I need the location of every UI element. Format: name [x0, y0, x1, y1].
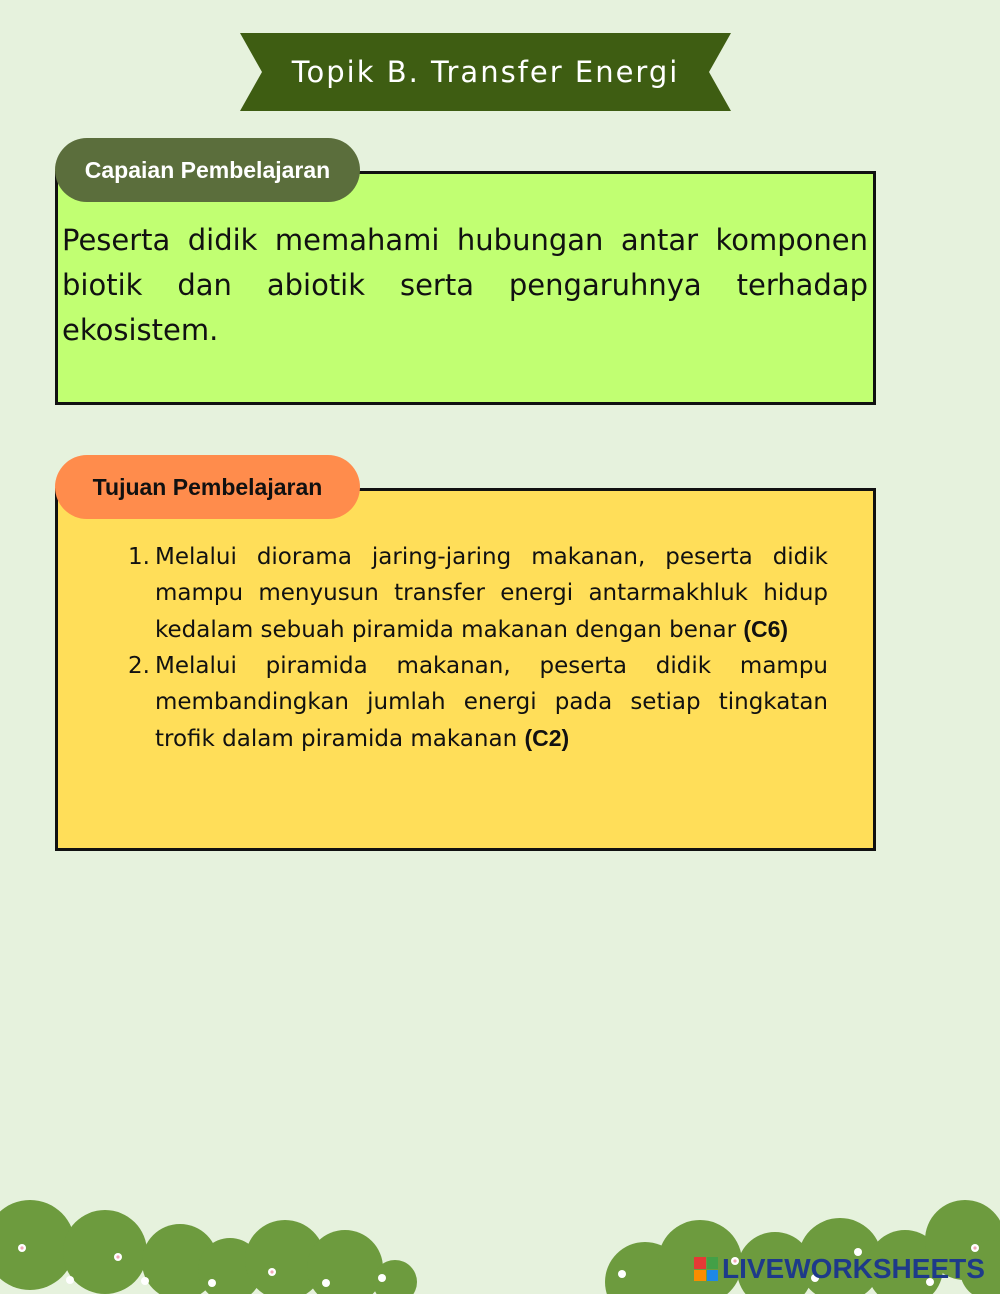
liveworksheets-watermark: [694, 1252, 985, 1286]
liveworksheets-logo-icon: [694, 1257, 718, 1281]
tujuan-label: Tujuan Pembelajaran: [55, 455, 360, 519]
capaian-text: Peserta didik memahami hubungan antar komponen biotik dan abiotik serta pengaruhnya terhadap ekosistem.: [62, 223, 868, 347]
tujuan-item: [128, 648, 828, 757]
watermark-text: LIVEWORKSHEETS: [722, 1253, 985, 1284]
page-title: Topik B. Transfer Energi: [291, 55, 680, 89]
tujuan-item-number: 1.: [128, 544, 150, 570]
tujuan-item-text: Melalui piramida makanan, peserta didik mampu membandingkan jumlah energi pada setiap tingkatan trofik dalam piramida makanan: [155, 653, 828, 752]
tujuan-list: [128, 539, 828, 757]
title-banner: [240, 33, 731, 111]
tujuan-item-code: (C6): [743, 616, 789, 642]
tujuan-item-text: Melalui diorama jaring-jaring makanan, peserta didik mampu menyusun transfer energi antarmakhluk hidup kedalam sebuah piramida makanan dengan benar: [155, 544, 828, 643]
tujuan-item: [128, 539, 828, 648]
tujuan-item-number: 2.: [128, 653, 150, 679]
capaian-label: Capaian Pembelajaran: [55, 138, 360, 202]
tujuan-item-code: (C2): [524, 725, 570, 751]
